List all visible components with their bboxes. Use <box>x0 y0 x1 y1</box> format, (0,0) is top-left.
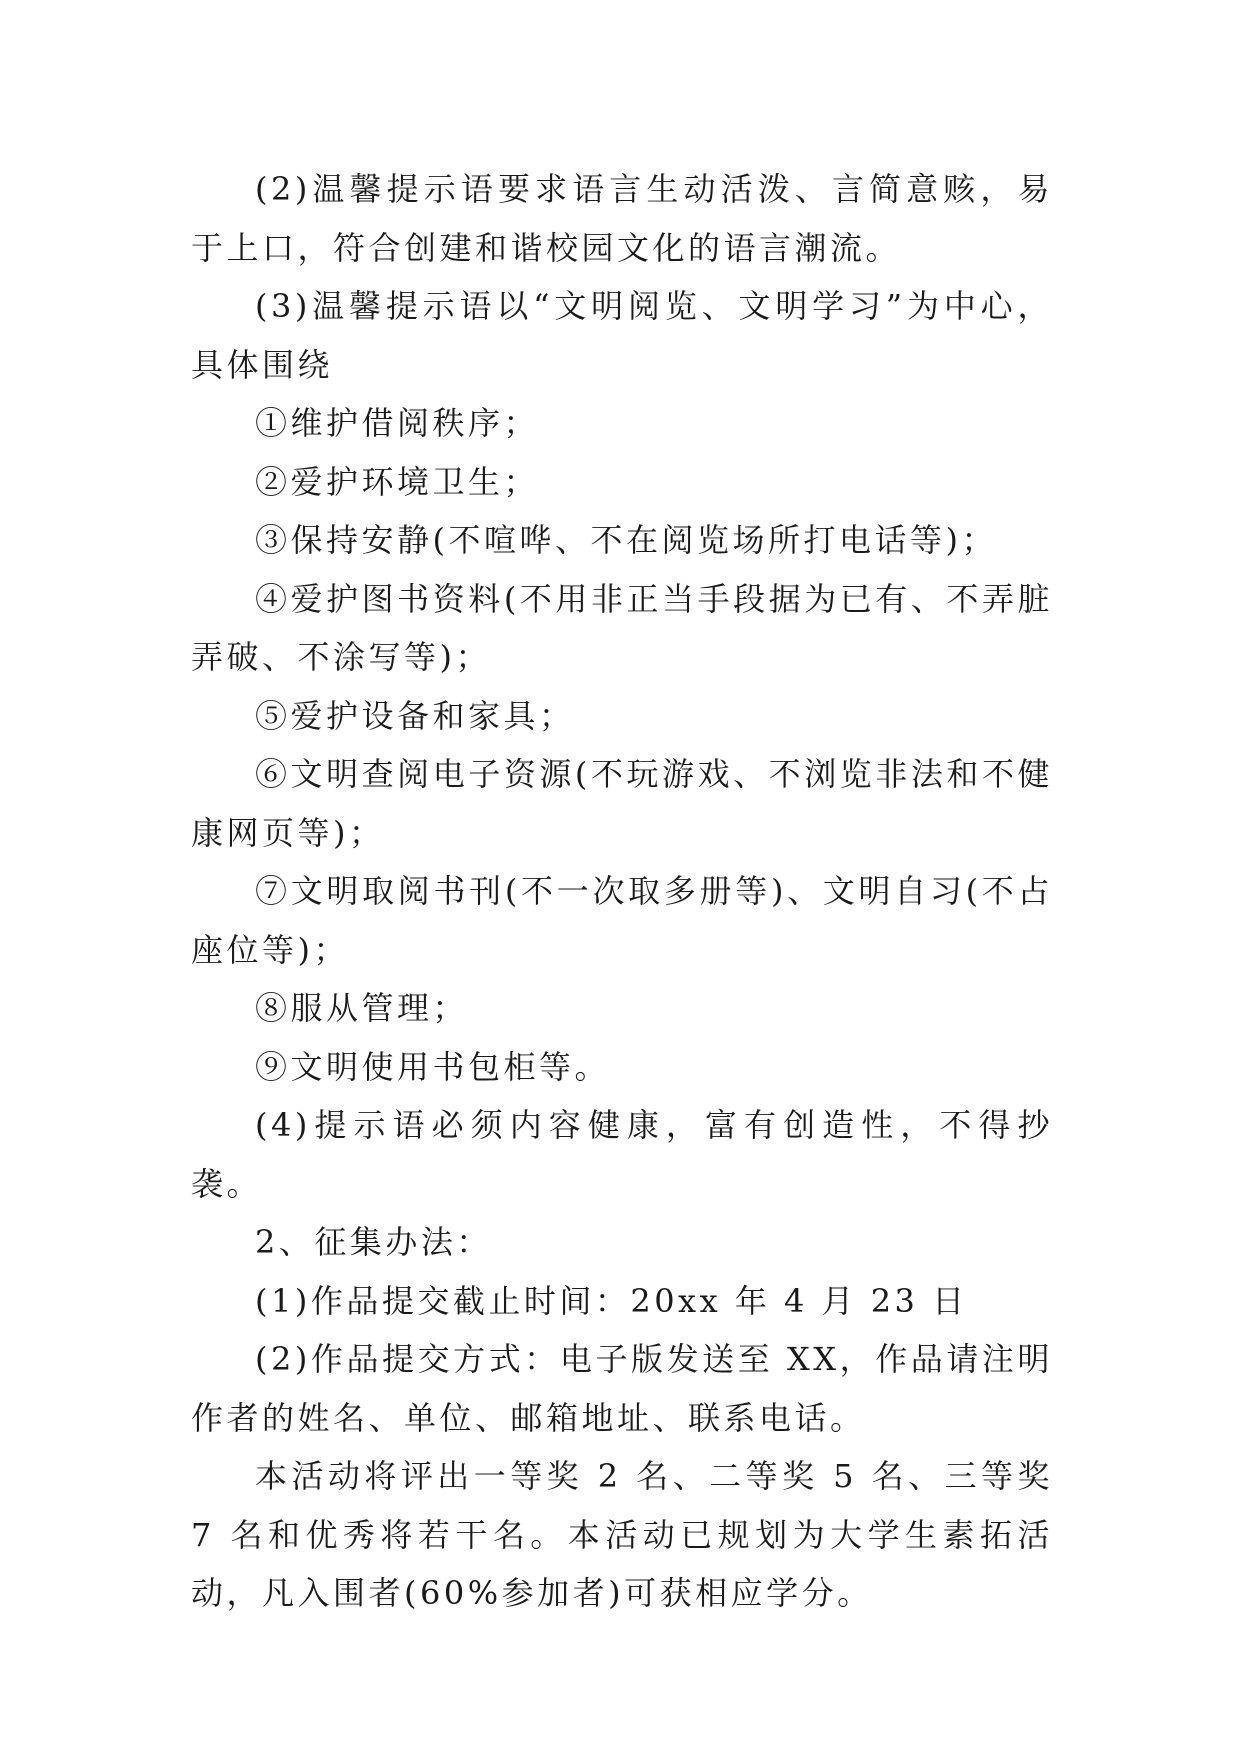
list-item-7: ⑦文明取阅书刊(不一次取多册等)、文明自习(不占座位等)； <box>191 872 1053 969</box>
paragraph-requirement-3: (3)温馨提示语以“文明阅览、文明学习”为中心，具体围绕 <box>191 287 1053 384</box>
list-item-8: ⑧服从管理； <box>255 989 469 1027</box>
list-item-1: ①维护借阅秩序； <box>255 404 540 442</box>
paragraph-requirement-4: (4)提示语必须内容健康，富有创造性，不得抄袭。 <box>191 1106 1053 1203</box>
paragraph-requirement-2: (2)温馨提示语要求语言生动活泼、言简意赅，易于上口，符合创建和谐校园文化的语言潮流。 <box>191 170 1053 267</box>
paragraph-submission-method: (2)作品提交方式：电子版发送至 XX，作品请注明作者的姓名、单位、邮箱地址、联系电话。 <box>191 1340 1053 1437</box>
list-item-6: ⑥文明查阅电子资源(不玩游戏、不浏览非法和不健康网页等)； <box>191 755 1053 852</box>
list-item-4: ④爱护图书资料(不用非正当手段据为已有、不弄脏弄破、不涂写等)； <box>191 579 1053 676</box>
section-heading-collection-method: 2、征集办法： <box>255 1223 492 1261</box>
list-item-5: ⑤爱护设备和家具； <box>255 696 575 735</box>
paragraph-awards: 本活动将评出一等奖 2 名、二等奖 5 名、三等奖 7 名和优秀将若干名。本活动已规划为大学生素拓活动，凡入围者(60%参加者)可获相应学分。 <box>191 1457 1053 1612</box>
list-item-3: ③保持安静(不喧哗、不在阅览场所打电话等)； <box>255 521 997 559</box>
document-body <box>191 160 1053 1623</box>
paragraph-deadline: (1)作品提交截止时间：20xx 年 4 月 23 日 <box>255 1281 968 1320</box>
list-item-2: ②爱护环境卫生； <box>255 462 540 501</box>
list-item-9: ⑨文明使用书包柜等。 <box>255 1047 611 1086</box>
